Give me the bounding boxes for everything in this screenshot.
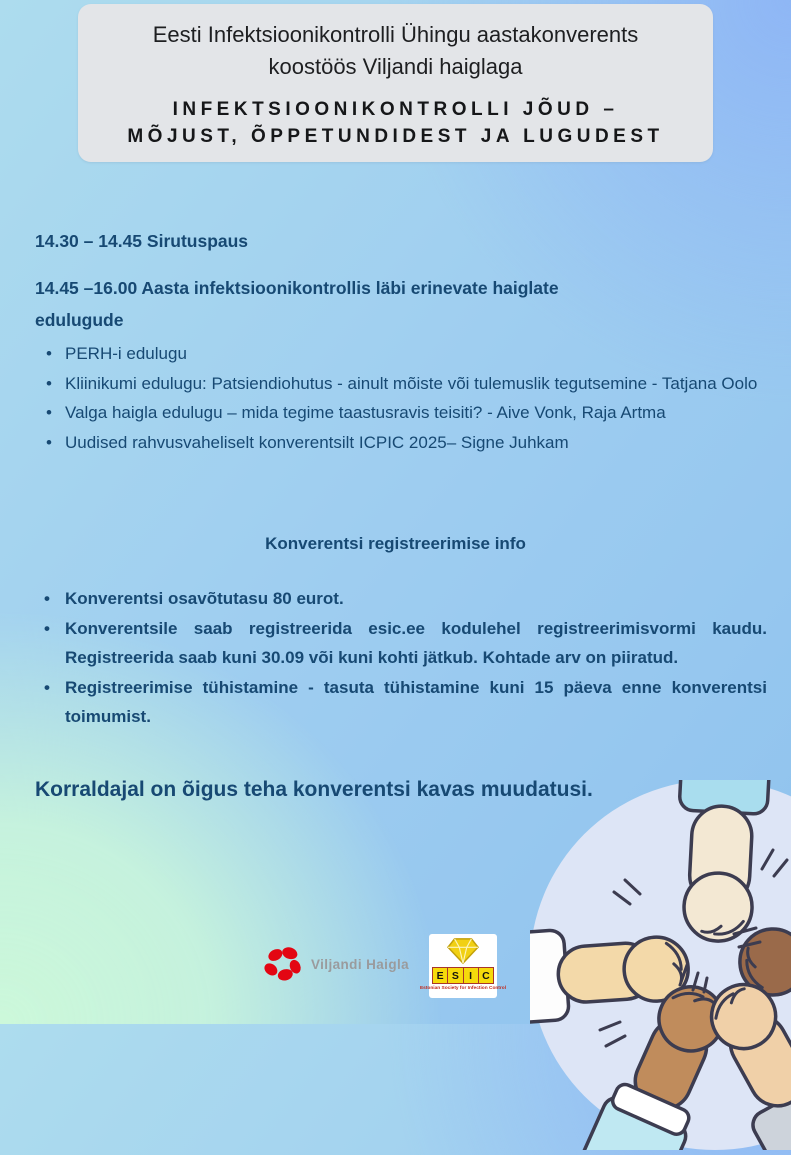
conference-title-line1: INFEKTSIOONIKONTROLLI JÕUD – — [172, 99, 619, 120]
esic-letter-row — [432, 967, 494, 984]
bullet-icon — [46, 428, 65, 458]
list-item-text: Kliinikumi edulugu: Patsiendiohutus - ainult mõiste või tulemuslik tegutsemine - Tatjana Oolo — [65, 373, 758, 393]
list-item-text: Konverentsile saab registreerida esic.ee kodulehel registreerimisvormi kaudu. Registreerida saab kuni 30.09 või kuni kohti jätkub. Kohtade arv on piiratud. — [65, 618, 767, 667]
schedule-slot-edulood: 14.45 –16.00 Aasta infektsioonikontrollis läbi erinevate haiglate edulugude — [35, 278, 559, 330]
bullet-icon — [46, 339, 65, 369]
conference-name-line2: koostöös Viljandi haiglaga — [268, 54, 523, 79]
esic-letter: E — [433, 968, 448, 983]
list-item-text: Valga haigla edulugu – mida tegime taastusravis teisiti? - Aive Vonk, Raja Artma — [65, 403, 666, 422]
esic-letter: S — [448, 968, 463, 983]
schedule-slot-sirutuspaus: 14.30 – 14.45 Sirutuspaus — [35, 231, 249, 251]
list-item-text: Registreerimise tühistamine - tasuta tühistamine kuni 15 päeva enne konverentsi toimumist. — [65, 677, 767, 726]
header-card — [78, 4, 713, 162]
esic-logo — [419, 934, 507, 998]
diamond-icon — [444, 936, 482, 966]
bullet-icon — [44, 614, 65, 673]
list-item-text: PERH-i edulugu — [65, 344, 187, 363]
list-item-text: Konverentsi osavõtutasu 80 eurot. — [65, 589, 344, 608]
list-item — [46, 369, 760, 399]
list-item — [46, 339, 760, 369]
viljandi-haigla-logo — [263, 946, 409, 982]
list-item-text: Uudised rahvusvaheliselt konverentsilt ICPIC 2025– Signe Juhkam — [65, 432, 569, 452]
viljandi-haigla-label: Viljandi Haigla — [311, 956, 410, 972]
schedule-bullet-list — [46, 339, 760, 457]
list-item — [46, 428, 760, 458]
esic-letter: I — [464, 968, 479, 983]
list-item — [46, 398, 760, 428]
bullet-icon — [46, 369, 65, 399]
list-item — [44, 584, 767, 614]
disclaimer-text: Korraldajal on õigus teha konverentsi kavas muudatusi. — [35, 778, 593, 801]
esic-letter: C — [482, 970, 490, 982]
fist-bump-icon — [530, 780, 791, 1150]
conference-name-line1: Eesti Infektsioonikontrolli Ühingu aastakonverents — [152, 22, 639, 47]
conference-title-line2: MÕJUST, ÕPPETUNDIDEST JA LUGUDEST — [127, 126, 664, 147]
bullet-icon — [46, 398, 65, 428]
list-item — [44, 673, 767, 732]
list-item — [44, 614, 767, 673]
bullet-icon — [44, 584, 65, 614]
registration-bullet-list — [44, 584, 767, 732]
flower-icon — [263, 946, 304, 982]
bullet-icon — [44, 673, 65, 732]
fist-bump-illustration — [530, 780, 791, 1150]
esic-subtitle: Estonian Society for Infection Control — [419, 986, 507, 991]
registration-heading: Konverentsi registreerimise info — [265, 534, 526, 553]
